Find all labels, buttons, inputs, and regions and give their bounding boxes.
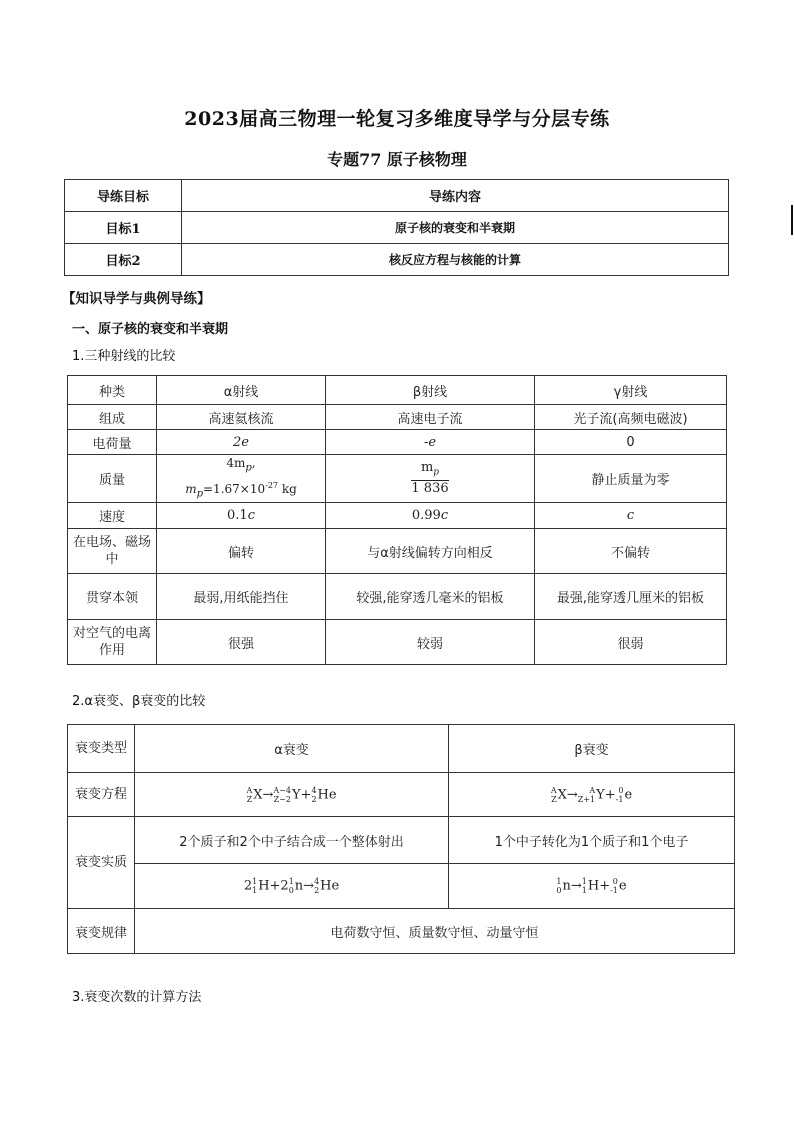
page-subtitle: 专题77 原子核物理 [327,150,467,169]
decay-comparison-table [67,724,735,954]
alpha-essence-equation: 2 1 1 H+2 1 0 n→ 4 2 He [135,864,449,909]
subsection-heading: 3.衰变次数的计算方法 [72,990,202,1005]
table-cell: 较强,能穿透几毫米的铝板 [326,574,535,620]
beta-decay-equation: A Z X→ A Z+1 Y+ 0 -1 e [449,773,735,817]
table-cell: 2个质子和2个中子结合成一个整体射出 [135,817,449,864]
table-cell: β衰变 [449,725,735,773]
table-cell: 衰变类型 [68,725,135,773]
table-cell: 最强,能穿透几厘米的铝板 [535,574,727,620]
subsection-heading: 1.三种射线的比较 [72,349,176,364]
table-cell: 在电场、磁场中 [68,529,157,574]
table-row [68,405,727,430]
beta-mass-fraction: $\frac{m_p}{1 836}$ [411,459,449,497]
table-cell: 高速氦核流 [157,405,326,430]
table-cell: 对空气的电离作用 [68,620,157,665]
goal-header-cell: 导练内容 [182,180,729,212]
table-cell: 静止质量为零 [535,455,727,503]
table-row [68,773,735,817]
alpha-decay-equation: A Z X→ A−4 Z−2 Y+ 4 2 He [135,773,449,817]
table-cell: 0.1c [157,503,326,529]
table-cell: 最弱,用纸能挡住 [157,574,326,620]
table-cell: c [535,503,727,529]
goal-label: 目标2 [65,244,182,276]
table-row [68,529,727,574]
table-cell: 很强 [157,620,326,665]
table-cell: 不偏转 [535,529,727,574]
knowledge-heading: 【知识导学与典例导练】 [62,291,211,307]
goal-label: 目标1 [65,212,182,244]
table-cell: γ射线 [535,376,727,405]
alpha-mass-cell [157,455,326,503]
table-cell: 种类 [68,376,157,405]
table-cell: 1个中子转化为1个质子和1个电子 [449,817,735,864]
table-cell: 速度 [68,503,157,529]
page-title: 2023届高三物理一轮复习多维度导学与分层专练 [184,108,610,130]
table-cell: α射线 [157,376,326,405]
table-cell: 与α射线偏转方向相反 [326,529,535,574]
table-cell: 衰变规律 [68,909,135,954]
table-cell: 贯穿本领 [68,574,157,620]
section-heading: 一、原子核的衰变和半衰期 [72,322,229,337]
goal-header-cell: 导练目标 [65,180,182,212]
table-cell: 偏转 [157,529,326,574]
table-cell: 2e [157,430,326,455]
ray-comparison-table [67,375,727,665]
table-cell: 衰变实质 [68,817,135,909]
table-row [65,212,729,244]
alpha-mass-value: $4m_p$, [226,456,256,474]
table-row [68,376,727,405]
table-cell: 电荷量 [68,430,157,455]
goal-table [64,179,729,276]
subsection-heading: 2.α衰变、β衰变的比较 [72,694,206,709]
table-row [65,180,729,212]
table-cell: 高速电子流 [326,405,535,430]
table-row [68,503,727,529]
table-cell: 很弱 [535,620,727,665]
table-cell: 组成 [68,405,157,430]
table-row [68,909,735,954]
table-cell: 衰变方程 [68,773,135,817]
table-cell: 光子流(高频电磁波) [535,405,727,430]
goal-content: 核反应方程与核能的计算 [182,244,729,276]
table-row [68,864,735,909]
table-cell: 电荷数守恒、质量数守恒、动量守恒 [135,909,735,954]
table-row [68,817,735,864]
table-cell: 0.99c [326,503,535,529]
table-cell: 较弱 [326,620,535,665]
beta-mass-cell [326,455,535,503]
table-row [68,725,735,773]
proton-mass-value: $m_p=1.67\times 10^{-27}$ kg [185,480,297,499]
goal-content: 原子核的衰变和半衰期 [182,212,729,244]
table-row [68,574,727,620]
table-row [68,430,727,455]
table-cell: β射线 [326,376,535,405]
beta-essence-equation: 1 0 n→ 1 1 H+ 0 -1 e [449,864,735,909]
page-edge-mark [791,205,793,235]
table-row [65,244,729,276]
table-cell: α衰变 [135,725,449,773]
table-cell: -e [326,430,535,455]
table-cell: 0 [535,430,727,455]
table-cell: 质量 [68,455,157,503]
table-row [68,620,727,665]
table-row [68,455,727,503]
